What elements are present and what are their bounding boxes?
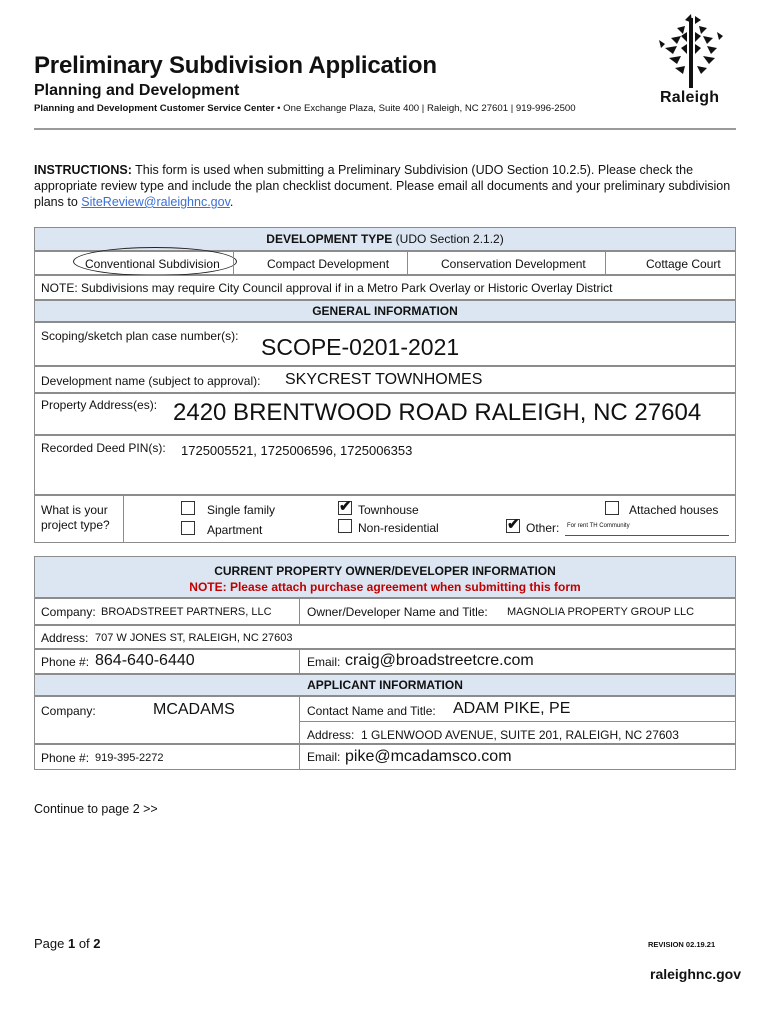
footer-url[interactable]: raleighnc.gov (650, 966, 742, 982)
divider (123, 496, 124, 542)
applicant-phone-row (34, 744, 736, 770)
page-of: of (75, 936, 94, 951)
divider (299, 697, 300, 743)
scoping-value[interactable]: SCOPE-0201-2021 (261, 334, 460, 360)
divider (605, 252, 606, 274)
page-current: 1 (67, 936, 76, 951)
page-title: Preliminary Subdivision Application (34, 52, 437, 79)
single-family-label: Single family (207, 503, 276, 517)
logo-text: Raleigh (660, 89, 720, 106)
owner-phone-row (34, 649, 736, 674)
other-checkbox[interactable]: ✔ (507, 516, 520, 533)
deed-pin-label: Recorded Deed PIN(s): (41, 441, 166, 455)
general-information-header: GENERAL INFORMATION (34, 300, 736, 322)
header-divider (34, 128, 736, 130)
townhouse-label: Townhouse (358, 503, 419, 517)
page-prefix: Page (34, 936, 68, 951)
applicant-company-row (34, 696, 736, 744)
scoping-label: Scoping/sketch plan case number(s): (41, 329, 239, 343)
site-review-email-link[interactable]: SiteReview@raleighnc.gov (81, 195, 230, 209)
owner-address-label: Address: (41, 631, 89, 645)
applicant-header: APPLICANT INFORMATION (34, 674, 736, 696)
development-name-label: Development name (subject to approval): (41, 374, 261, 388)
applicant-company-label: Company: (41, 704, 96, 718)
subdivision-note: NOTE: Subdivisions may require City Council approval if in a Metro Park Overlay or Historic Overlay District (41, 281, 613, 295)
nonresidential-label: Non-residential (358, 521, 439, 535)
address-line: • One Exchange Plaza, Suite 400 | Raleigh, NC 27601 | 919-996-2500 (274, 103, 576, 114)
project-type-label-2: project type? (41, 518, 110, 532)
applicant-company-value[interactable]: MCADAMS (153, 701, 235, 718)
option-cottage-court[interactable]: Cottage Court (646, 257, 721, 271)
deed-pin-row (34, 435, 736, 495)
option-compact-development[interactable]: Compact Development (267, 257, 390, 271)
apartment-label: Apartment (207, 523, 263, 537)
other-label: Other: (526, 521, 560, 535)
applicant-address-label: Address: (307, 728, 355, 742)
applicant-phone-label: Phone #: (41, 751, 90, 765)
option-conservation-development[interactable]: Conservation Development (441, 257, 586, 271)
owner-name-label: Owner/Developer Name and Title: (307, 605, 488, 619)
divider (233, 252, 234, 274)
divider (407, 252, 408, 274)
option-conventional-subdivision[interactable]: Conventional Subdivision (85, 257, 220, 271)
property-address-value[interactable]: 2420 BRENTWOOD ROAD RALEIGH, NC 27604 (173, 399, 702, 426)
attached-houses-checkbox[interactable] (605, 501, 619, 515)
owner-header (34, 556, 736, 598)
instructions-label: INSTRUCTIONS: (34, 163, 132, 177)
attached-houses-label: Attached houses (629, 503, 719, 517)
other-value[interactable]: For rent TH Community (567, 523, 630, 529)
owner-name-value[interactable]: MAGNOLIA PROPERTY GROUP LLC (507, 606, 695, 618)
property-address-label: Property Address(es): (41, 398, 158, 412)
project-type-row (34, 495, 736, 543)
development-name-value[interactable]: SKYCREST TOWNHOMES (285, 371, 483, 388)
applicant-phone-value[interactable]: 919-395-2272 (95, 752, 164, 764)
deed-pin-value[interactable]: 1725005521, 1725006596, 1725006353 (181, 443, 413, 458)
applicant-email-label: Email: (307, 750, 341, 764)
page-subtitle: Planning and Development (34, 82, 240, 99)
apartment-checkbox[interactable] (181, 521, 195, 535)
project-type-label-1: What is your (41, 503, 108, 517)
instructions-text: This form is used when submitting a Preliminary Subdivision (UDO Section 10.2.5). Please check the appropriate review type and include the plan checklist document. Please email all documents and your preliminary subdivision plans to (34, 163, 731, 209)
revision-label: REVISION 02.19.21 (648, 940, 716, 949)
continue-link[interactable]: Continue to page 2 >> (34, 802, 158, 816)
owner-address-value[interactable]: 707 W JONES ST, RALEIGH, NC 27603 (95, 632, 293, 644)
development-type-title: DEVELOPMENT TYPE (266, 232, 393, 246)
owner-attach-note: NOTE: Please attach purchase agreement when submitting this form (189, 580, 581, 594)
property-address-row (34, 393, 736, 435)
instructions (34, 162, 736, 210)
applicant-email-value[interactable]: pike@mcadamsco.com (345, 748, 512, 765)
other-underline (565, 535, 729, 536)
contact-line (34, 103, 576, 114)
development-name-row (34, 366, 736, 393)
divider (299, 721, 735, 722)
scoping-row (34, 322, 736, 366)
applicant-contact-value[interactable]: ADAM PIKE, PE (453, 700, 571, 717)
owner-email-value[interactable]: craig@broadstreetcre.com (345, 652, 534, 669)
subdivision-note-row (34, 275, 736, 300)
nonresidential-checkbox[interactable] (338, 519, 352, 533)
page-total: 2 (93, 936, 101, 951)
owner-phone-label: Phone #: (41, 655, 90, 669)
divider (299, 599, 300, 624)
applicant-contact-label: Contact Name and Title: (307, 704, 436, 718)
instructions-end: . (229, 195, 234, 209)
development-type-options (34, 251, 736, 275)
owner-header-title: CURRENT PROPERTY OWNER/DEVELOPER INFORMATION (214, 564, 556, 578)
divider (299, 745, 300, 769)
applicant-address-value[interactable]: 1 GLENWOOD AVENUE, SUITE 201, RALEIGH, NC 27603 (361, 728, 679, 742)
development-type-section: (UDO Section 2.1.2) (392, 232, 504, 246)
owner-email-label: Email: (307, 655, 341, 669)
single-family-checkbox[interactable] (181, 501, 195, 515)
owner-company-value[interactable]: BROADSTREET PARTNERS, LLC (101, 606, 272, 618)
owner-company-row (34, 598, 736, 625)
center-name: Planning and Development Customer Service Center (34, 103, 275, 114)
townhouse-checkbox[interactable]: ✔ (339, 498, 352, 515)
owner-company-label: Company: (41, 605, 96, 619)
owner-phone-value[interactable]: 864-640-6440 (95, 652, 195, 669)
page-number (34, 936, 101, 951)
divider (299, 650, 300, 673)
owner-address-row (34, 625, 736, 649)
